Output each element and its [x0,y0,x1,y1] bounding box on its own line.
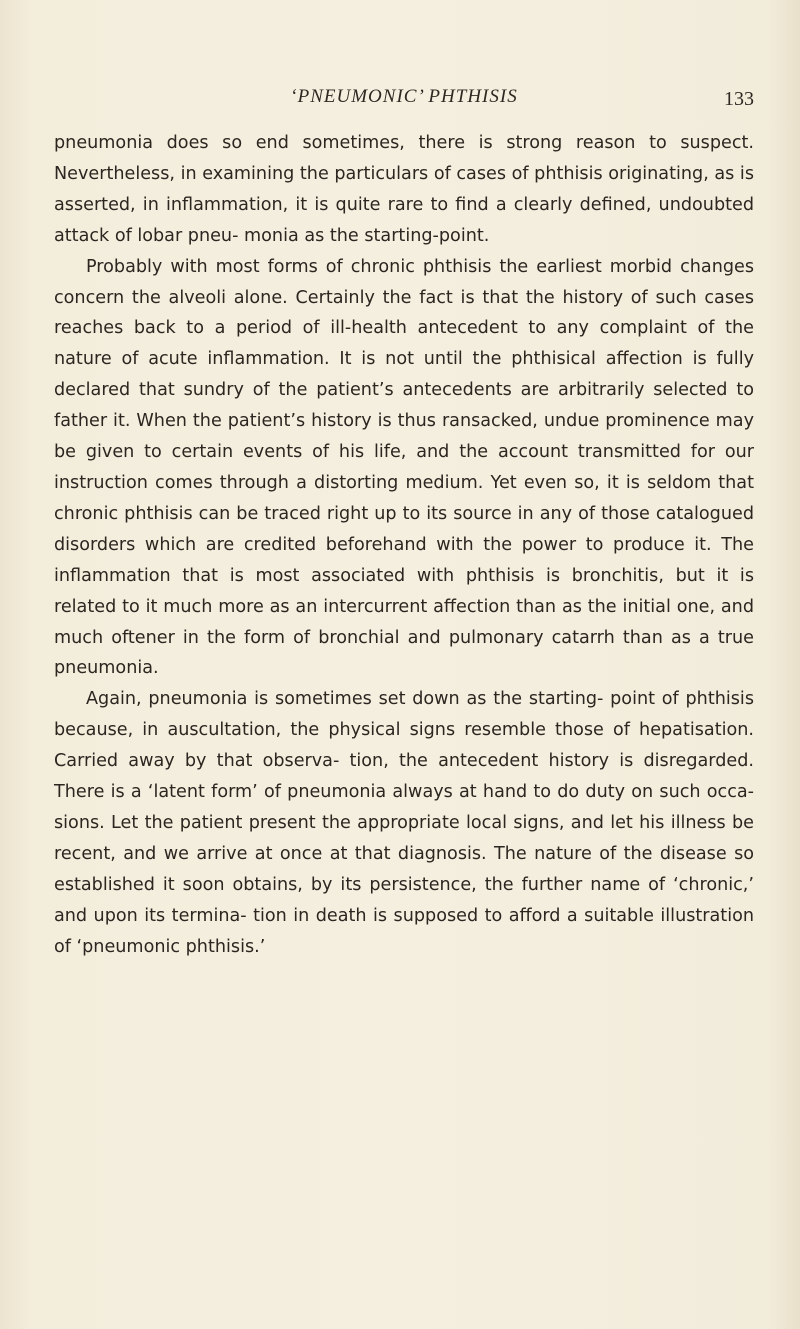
running-head [54,86,754,116]
paragraph-chronic-phthisis: Probably with most forms of chronic phthisis the earliest morbid changes concern the alveoli alone. Certainly the fact is that the history of such cases reaches back to a period of ill-health antecedent to any complaint of the nature of acute inflammation. It is not until the phthisical affection is fully declared that sundry of the patient’s antecedents are arbitrarily selected to father it. When the patient’s history is thus ransacked, undue prominence may be given to certain events of his life, and the account transmitted for our instruction comes through a distorting medium. Yet even so, it is seldom that chronic phthisis can be traced right up to its source in any of those catalogued disorders which are credited beforehand with the power to produce it. The inflammation that is most associated with phthisis is bronchitis, but it is related to it much more as an intercurrent affection than as the initial one, and much oftener in the form of bronchial and pulmonary catarrh than as a true pneumonia. [54,256,754,679]
page-number: 133 [724,88,754,110]
paragraph-pneumonia-starting-point: Again, pneumonia is sometimes set down as the starting- point of phthisis because, in auscultation, the physical signs resemble those of hepatisation. Carried away by that observa- tion, the antecedent history is disregarded. There is a ‘latent form’ of pneumonia always at hand to do duty on such occa- sions. Let the patient present the appropriate local signs, and let his illness be recent, and we arrive at once at that diagnosis. The nature of the disease so established it soon obtains, by its persistence, the further name of ‘chronic,’ and upon its termina- tion in death is supposed to afford a suitable illustration of ‘pneumonic phthisis.’ [54,689,754,957]
paragraph-continued: pneumonia does so end sometimes, there is strong reason to suspect. Nevertheless, in examining the particulars of cases of phthisis originating, as is asserted, in inflammation, it is quite rare to find a clearly defined, undoubted attack of lobar pneu- monia as the starting-point. [54,133,754,246]
running-title: ‘PNEUMONIC’ PHTHISIS [290,86,518,107]
body-text [54,128,754,962]
